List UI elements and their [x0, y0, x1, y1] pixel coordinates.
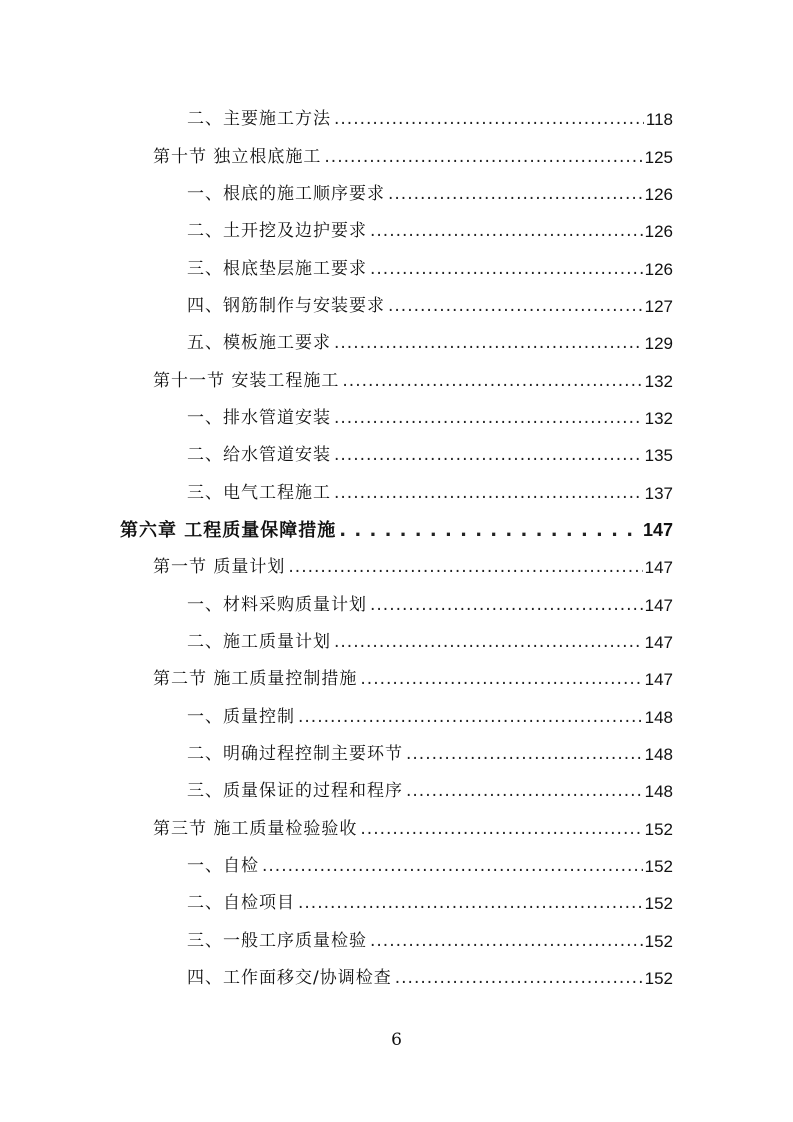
toc-leader-dots [360, 811, 642, 848]
toc-entry-page: 147 [644, 632, 673, 652]
toc-leader-dots [334, 101, 644, 138]
toc-entry-page: 147 [642, 519, 673, 540]
toc-entry[interactable] [0, 288, 793, 325]
toc-leader-dots [388, 288, 643, 325]
toc-entry[interactable] [0, 811, 793, 848]
toc-entry-page: 137 [644, 483, 673, 503]
toc-entry-page: 129 [644, 334, 673, 354]
toc-entry-label: 第三节 施工质量检验验收 [153, 818, 358, 839]
toc-entry-page: 148 [644, 707, 673, 727]
toc-entry-page: 148 [644, 782, 673, 802]
toc-leader-dots [370, 251, 643, 288]
toc-entry[interactable] [0, 885, 793, 922]
toc-entry[interactable] [0, 176, 793, 213]
toc-entry-label: 一、排水管道安装 [187, 407, 331, 428]
toc-entry[interactable] [0, 101, 793, 138]
toc-entry-page: 152 [644, 969, 673, 989]
toc-entry[interactable] [0, 437, 793, 474]
toc-entry-label: 三、质量保证的过程和程序 [187, 781, 403, 802]
toc-entry-label: 二、自检项目 [187, 893, 295, 914]
toc-entry-label: 五、模板施工要求 [187, 333, 331, 354]
toc-entry-page: 118 [645, 110, 673, 130]
toc-entry-label: 二、明确过程控制主要环节 [187, 744, 403, 765]
toc-entry[interactable] [0, 586, 793, 623]
toc-entry[interactable] [0, 960, 793, 997]
toc-entry-label: 四、钢筋制作与安装要求 [187, 295, 385, 316]
toc-entry[interactable] [0, 661, 793, 698]
toc-leader-dots [298, 699, 643, 736]
toc-entry-label: 二、施工质量计划 [187, 631, 331, 652]
toc-entry[interactable] [0, 773, 793, 810]
toc-entry-page: 125 [644, 147, 673, 167]
toc-entry-page: 147 [644, 670, 673, 690]
toc-entry-label: 一、质量控制 [187, 706, 295, 727]
toc-leader-dots [342, 363, 642, 400]
toc-entry-label: 一、材料采购质量计划 [187, 594, 367, 615]
toc-entry-label: 一、自检 [187, 856, 259, 877]
toc-leader-dots [324, 139, 642, 176]
toc-entry[interactable] [0, 923, 793, 960]
toc-leader-dots [262, 848, 643, 885]
table-of-contents [0, 101, 793, 997]
toc-entry[interactable] [0, 325, 793, 362]
toc-entry-label: 四、工作面移交/协调检查 [187, 968, 392, 989]
toc-leader-dots [288, 549, 642, 586]
toc-entry-page: 152 [644, 931, 673, 951]
toc-entry-page: 126 [644, 259, 673, 279]
toc-entry-page: 127 [644, 296, 673, 316]
toc-entry[interactable] [0, 624, 793, 661]
toc-entry-label: 二、土开挖及边护要求 [187, 221, 367, 242]
toc-leader-dots [370, 213, 643, 250]
toc-entry-label: 第一节 质量计划 [153, 557, 286, 578]
toc-entry-label: 一、根底的施工顺序要求 [187, 183, 385, 204]
toc-leader-dots [406, 736, 643, 773]
toc-leader-dots [334, 624, 643, 661]
toc-entry-label: 二、给水管道安装 [187, 445, 331, 466]
toc-entry-page: 126 [644, 184, 673, 204]
toc-entry-page: 135 [644, 446, 673, 466]
toc-entry-page: 147 [644, 595, 673, 615]
toc-entry-page: 132 [644, 408, 673, 428]
toc-leader-dots [388, 176, 643, 213]
toc-leader-dots [339, 512, 641, 549]
toc-chapter-entry[interactable] [0, 512, 793, 549]
toc-entry-page: 126 [644, 222, 673, 242]
toc-entry-page: 152 [644, 894, 673, 914]
toc-entry-label: 第二节 施工质量控制措施 [153, 669, 358, 690]
toc-entry-label: 第六章 工程质量保障措施 [120, 519, 337, 541]
toc-leader-dots [370, 923, 643, 960]
toc-entry[interactable] [0, 213, 793, 250]
toc-leader-dots [334, 475, 643, 512]
toc-entry[interactable] [0, 400, 793, 437]
toc-entry-label: 三、一般工序质量检验 [187, 930, 367, 951]
toc-entry-page: 148 [644, 745, 673, 765]
toc-leader-dots [334, 437, 643, 474]
toc-entry-page: 132 [644, 371, 673, 391]
toc-leader-dots [360, 661, 642, 698]
page-number: 6 [391, 1030, 402, 1050]
toc-entry-label: 二、主要施工方法 [187, 109, 331, 130]
toc-leader-dots [395, 960, 643, 997]
toc-entry-label: 三、根底垫层施工要求 [187, 258, 367, 279]
toc-entry[interactable] [0, 362, 793, 399]
toc-leader-dots [298, 885, 643, 922]
toc-entry[interactable] [0, 474, 793, 511]
toc-leader-dots [406, 773, 643, 810]
toc-entry[interactable] [0, 549, 793, 586]
toc-entry[interactable] [0, 138, 793, 175]
toc-entry[interactable] [0, 848, 793, 885]
toc-entry-page: 152 [644, 819, 673, 839]
toc-entry-label: 三、电气工程施工 [187, 482, 331, 503]
toc-entry[interactable] [0, 699, 793, 736]
toc-entry-label: 第十节 独立根底施工 [153, 146, 322, 167]
toc-entry[interactable] [0, 736, 793, 773]
toc-leader-dots [334, 400, 643, 437]
toc-entry-page: 152 [644, 857, 673, 877]
toc-entry-label: 第十一节 安装工程施工 [153, 370, 340, 391]
toc-leader-dots [370, 587, 643, 624]
toc-leader-dots [334, 325, 643, 362]
toc-entry[interactable] [0, 250, 793, 287]
toc-entry-page: 147 [644, 558, 673, 578]
